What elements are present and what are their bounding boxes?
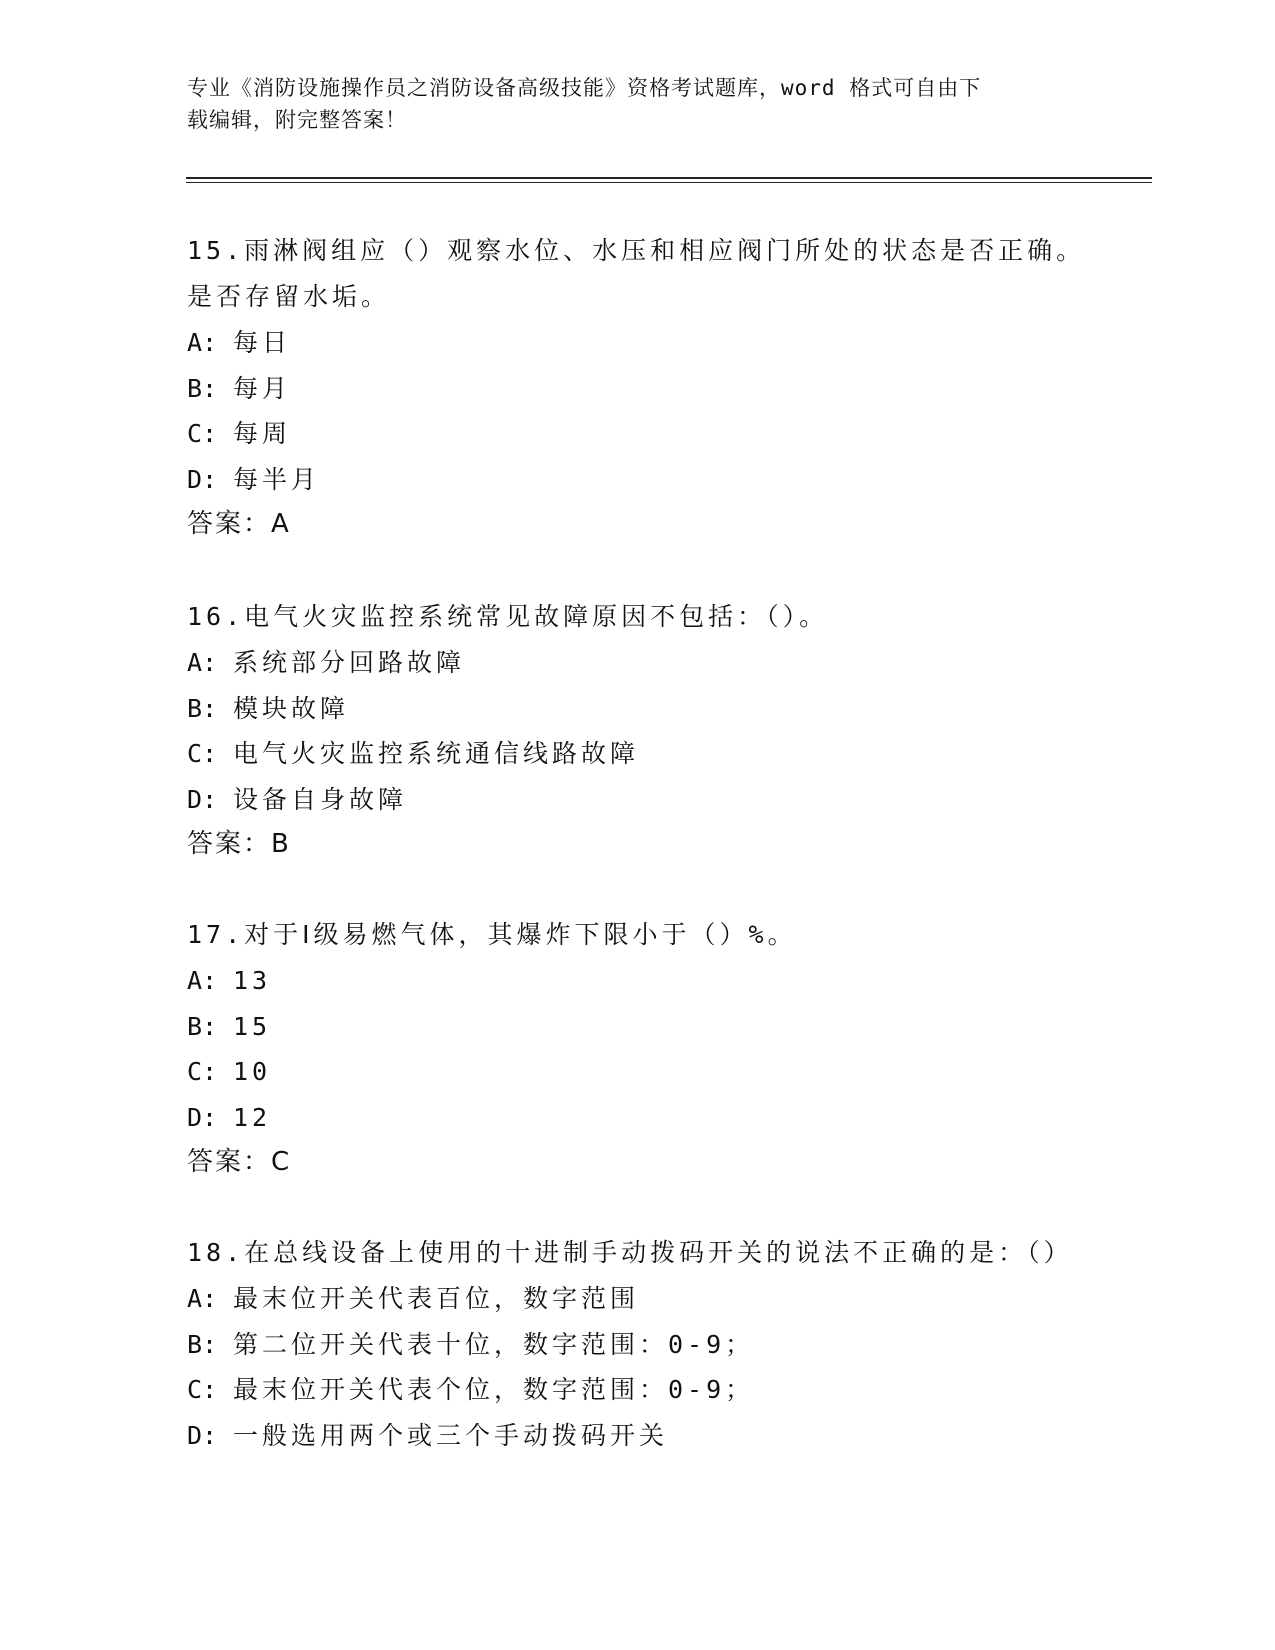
option-label: B: <box>187 373 218 403</box>
option-c <box>187 731 1127 777</box>
option-label: B: <box>187 1011 218 1041</box>
option-text: 设备自身故障 <box>233 784 408 814</box>
option-label: D: <box>187 1102 218 1132</box>
option-label: D: <box>187 1420 218 1450</box>
answer: 答案：C <box>187 1147 292 1177</box>
question-stem: 18.在总线设备上使用的十进制手动拨码开关的说法不正确的是：（） <box>187 1238 1073 1267</box>
question-18 <box>187 1230 1127 1458</box>
option-label: A: <box>187 328 218 357</box>
answer: 答案：A <box>187 509 291 539</box>
header-divider-thick <box>186 177 1152 179</box>
option-label: B: <box>187 693 218 723</box>
question-stem: 15.雨淋阀组应（）观察水位、水压和相应阀门所处的状态是否正确。 <box>187 236 1086 265</box>
option-label: A: <box>187 1284 218 1313</box>
option-text: 10 <box>233 1057 272 1086</box>
option-text: 每日 <box>233 328 292 357</box>
option-label: B: <box>187 1329 218 1359</box>
option-label: A: <box>187 966 218 995</box>
option-text: 电气火灾监控系统通信线路故障 <box>233 739 640 768</box>
question-17 <box>187 912 1127 1185</box>
option-c <box>187 411 1127 457</box>
option-label: C: <box>187 419 218 448</box>
option-text: 一般选用两个或三个手动拨码开关 <box>233 1420 669 1450</box>
option-label: C: <box>187 1057 218 1086</box>
header-line-2: 载编辑，附完整答案！ <box>187 108 407 132</box>
option-text: 每月 <box>233 373 292 403</box>
option-text: 第二位开关代表十位，数字范围：0-9； <box>233 1329 755 1359</box>
option-d <box>187 457 1127 503</box>
option-b <box>187 1004 1127 1050</box>
option-text: 15 <box>233 1011 272 1041</box>
option-b <box>187 686 1127 732</box>
option-text: 13 <box>233 966 272 995</box>
question-stem: 17.对于Ⅰ级易燃气体，其爆炸下限小于（）%。 <box>187 920 797 949</box>
answer: 答案：B <box>187 829 291 859</box>
option-d <box>187 1413 1127 1459</box>
question-16 <box>187 594 1127 867</box>
option-a <box>187 320 1127 366</box>
option-text: 最末位开关代表个位，数字范围：0-9； <box>233 1375 755 1404</box>
question-stem: 16.电气火灾监控系统常见故障原因不包括：（）。 <box>187 602 829 631</box>
option-b <box>187 366 1127 412</box>
option-d <box>187 1095 1127 1141</box>
option-text: 最末位开关代表百位，数字范围 <box>233 1284 640 1313</box>
option-a <box>187 958 1127 1004</box>
question-stem-continued: 是否存留水垢。 <box>187 282 391 311</box>
option-text: 模块故障 <box>233 693 350 723</box>
option-a <box>187 1276 1127 1322</box>
option-label: C: <box>187 739 218 768</box>
option-label: D: <box>187 464 218 494</box>
option-c <box>187 1367 1127 1413</box>
option-label: A: <box>187 648 218 677</box>
header-line-1: 专业《消防设施操作员之消防设备高级技能》资格考试题库，word 格式可自由下 <box>187 76 982 100</box>
option-text: 每半月 <box>233 464 321 494</box>
option-text: 系统部分回路故障 <box>233 648 466 677</box>
header-divider-thin <box>186 182 1152 183</box>
option-text: 每周 <box>233 419 292 448</box>
option-text: 12 <box>233 1102 272 1132</box>
option-a <box>187 640 1127 686</box>
option-label: D: <box>187 784 218 814</box>
question-15 <box>187 228 1127 547</box>
document-header <box>187 72 1067 136</box>
option-d <box>187 777 1127 823</box>
option-c <box>187 1049 1127 1095</box>
option-b <box>187 1322 1127 1368</box>
option-label: C: <box>187 1375 218 1404</box>
